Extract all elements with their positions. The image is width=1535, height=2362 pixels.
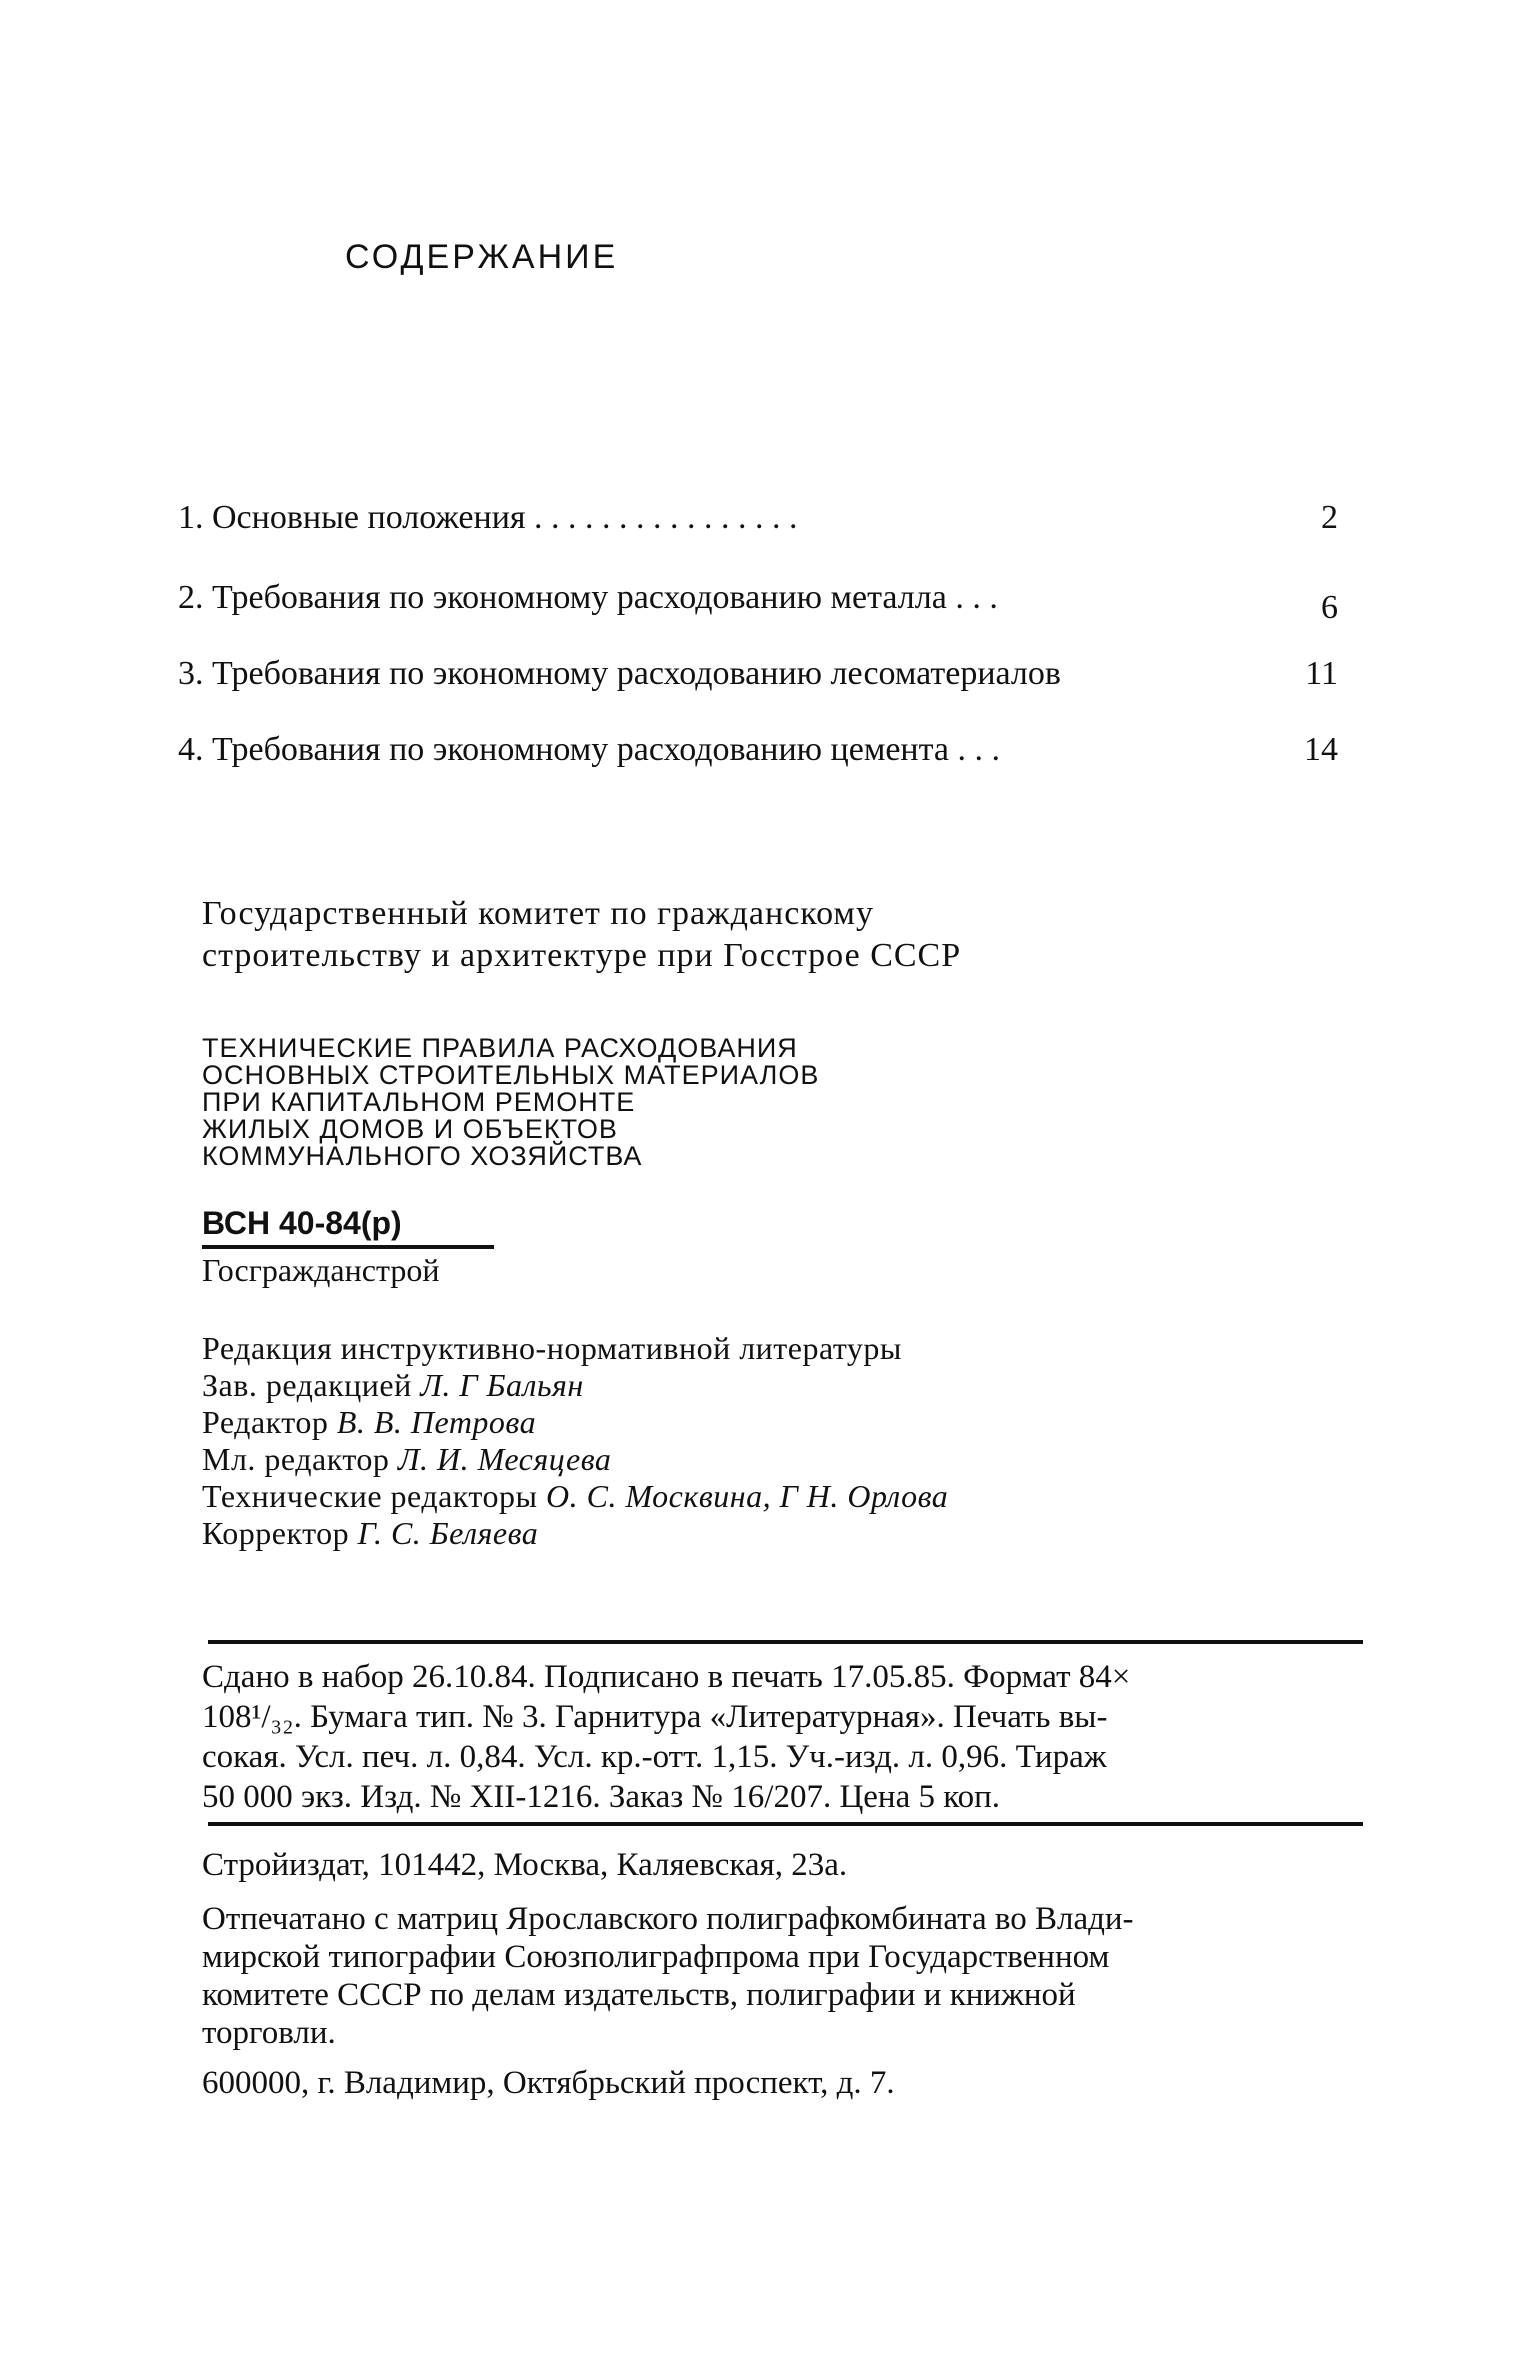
toc-item-title: 2. Требования по экономному расходованию металла . . .: [178, 579, 998, 616]
credit-role: Технические редакторы: [202, 1478, 546, 1514]
editorial-department: Редакция инструктивно-нормативной литературы: [202, 1330, 902, 1366]
toc-item-title: 1. Основные положения . . . . . . . . . . . . . . . .: [178, 499, 798, 536]
editorial-credit-line: [202, 1515, 948, 1552]
imprint-line: Сдано в набор 26.10.84. Подписано в печать 17.05.85. Формат 84×: [202, 1659, 1131, 1695]
toc-item-title: 3. Требования по экономному расходованию лесоматериалов: [178, 655, 1061, 692]
printing-note: [202, 1900, 1362, 2052]
toc-item: [178, 649, 1338, 699]
issuer-name: Госгражданстрой: [202, 1252, 440, 1288]
printer-address: 600000, г. Владимир, Октябрьский проспект, д. 7.: [202, 2065, 895, 2101]
toc-item-page: 2: [1321, 499, 1338, 536]
divider-top: [208, 1640, 1363, 1644]
printing-note-line: комитете СССР по делам издательств, полиграфии и книжной: [202, 1977, 1076, 2013]
credit-name: Г. С. Беляева: [357, 1515, 539, 1551]
document-title-line: ПРИ КАПИТАЛЬНОМ РЕМОНТЕ: [202, 1087, 636, 1117]
credit-name: Л. Г Бальян: [420, 1367, 584, 1403]
credit-role: Редактор: [202, 1404, 337, 1440]
organization-line: Государственный комитет по гражданскому: [202, 895, 874, 932]
document-title-line: КОММУНАЛЬНОГО ХОЗЯЙСТВА: [202, 1141, 643, 1171]
editorial-credit-line: [202, 1367, 948, 1404]
divider-bottom: [208, 1822, 1363, 1826]
toc-item: [178, 573, 1338, 626]
document-title-line: ОСНОВНЫХ СТРОИТЕЛЬНЫХ МАТЕРИАЛОВ: [202, 1060, 820, 1090]
toc-item: [178, 493, 1338, 543]
editorial-credit-line: [202, 1478, 948, 1515]
printing-note-line: мирской типографии Союзполиграфпрома при Государственном: [202, 1939, 1110, 1975]
toc-item-page: 14: [1304, 731, 1338, 768]
toc-item-page: 6: [1321, 589, 1338, 626]
toc-item-title: 4. Требования по экономному расходованию цемента . . .: [178, 731, 1000, 768]
credit-role: Корректор: [202, 1515, 358, 1551]
toc-item: [178, 725, 1338, 775]
editorial-credit-line: [202, 1404, 948, 1441]
printing-note-line: торговли.: [202, 2015, 336, 2051]
imprint-line: сокая. Усл. печ. л. 0,84. Усл. кр.-отт. 1,15. Уч.-изд. л. 0,96. Тираж: [202, 1739, 1107, 1775]
organization-line: строительству и архитектуре при Госстрое СССР: [202, 937, 962, 974]
credit-name: О. С. Москвина, Г Н. Орлова: [545, 1478, 949, 1514]
code-underline: [202, 1245, 494, 1249]
credit-name: Л. И. Месяцева: [397, 1441, 612, 1477]
editorial-credits: [202, 1330, 948, 1552]
document-title-line: ЖИЛЫХ ДОМОВ И ОБЪЕКТОВ: [202, 1114, 618, 1144]
imprint-line: 108¹/₃₂. Бумага тип. № 3. Гарнитура «Литературная». Печать вы-: [202, 1699, 1108, 1735]
organization-name: [202, 893, 961, 977]
imprint-line: 50 000 экз. Изд. № XII-1216. Заказ № 16/207. Цена 5 коп.: [202, 1779, 1000, 1815]
credit-name: В. В. Петрова: [336, 1404, 537, 1440]
print-imprint: [202, 1657, 1362, 1817]
toc-item-page: 11: [1305, 655, 1338, 692]
contents-heading: СОДЕРЖАНИЕ: [345, 238, 619, 276]
publisher-address: Стройиздат, 101442, Москва, Каляевская, 23а.: [202, 1847, 848, 1883]
credit-role: Зав. редакцией: [202, 1367, 421, 1403]
editorial-credit-line: [202, 1441, 948, 1478]
document-title-line: ТЕХНИЧЕСКИЕ ПРАВИЛА РАСХОДОВАНИЯ: [202, 1033, 798, 1063]
document-title: [202, 1035, 819, 1170]
document-code: ВСН 40-84(р): [202, 1205, 402, 1241]
credit-role: Мл. редактор: [202, 1441, 398, 1477]
printing-note-line: Отпечатано с матриц Ярославского полиграфкомбината во Влади-: [202, 1901, 1134, 1937]
